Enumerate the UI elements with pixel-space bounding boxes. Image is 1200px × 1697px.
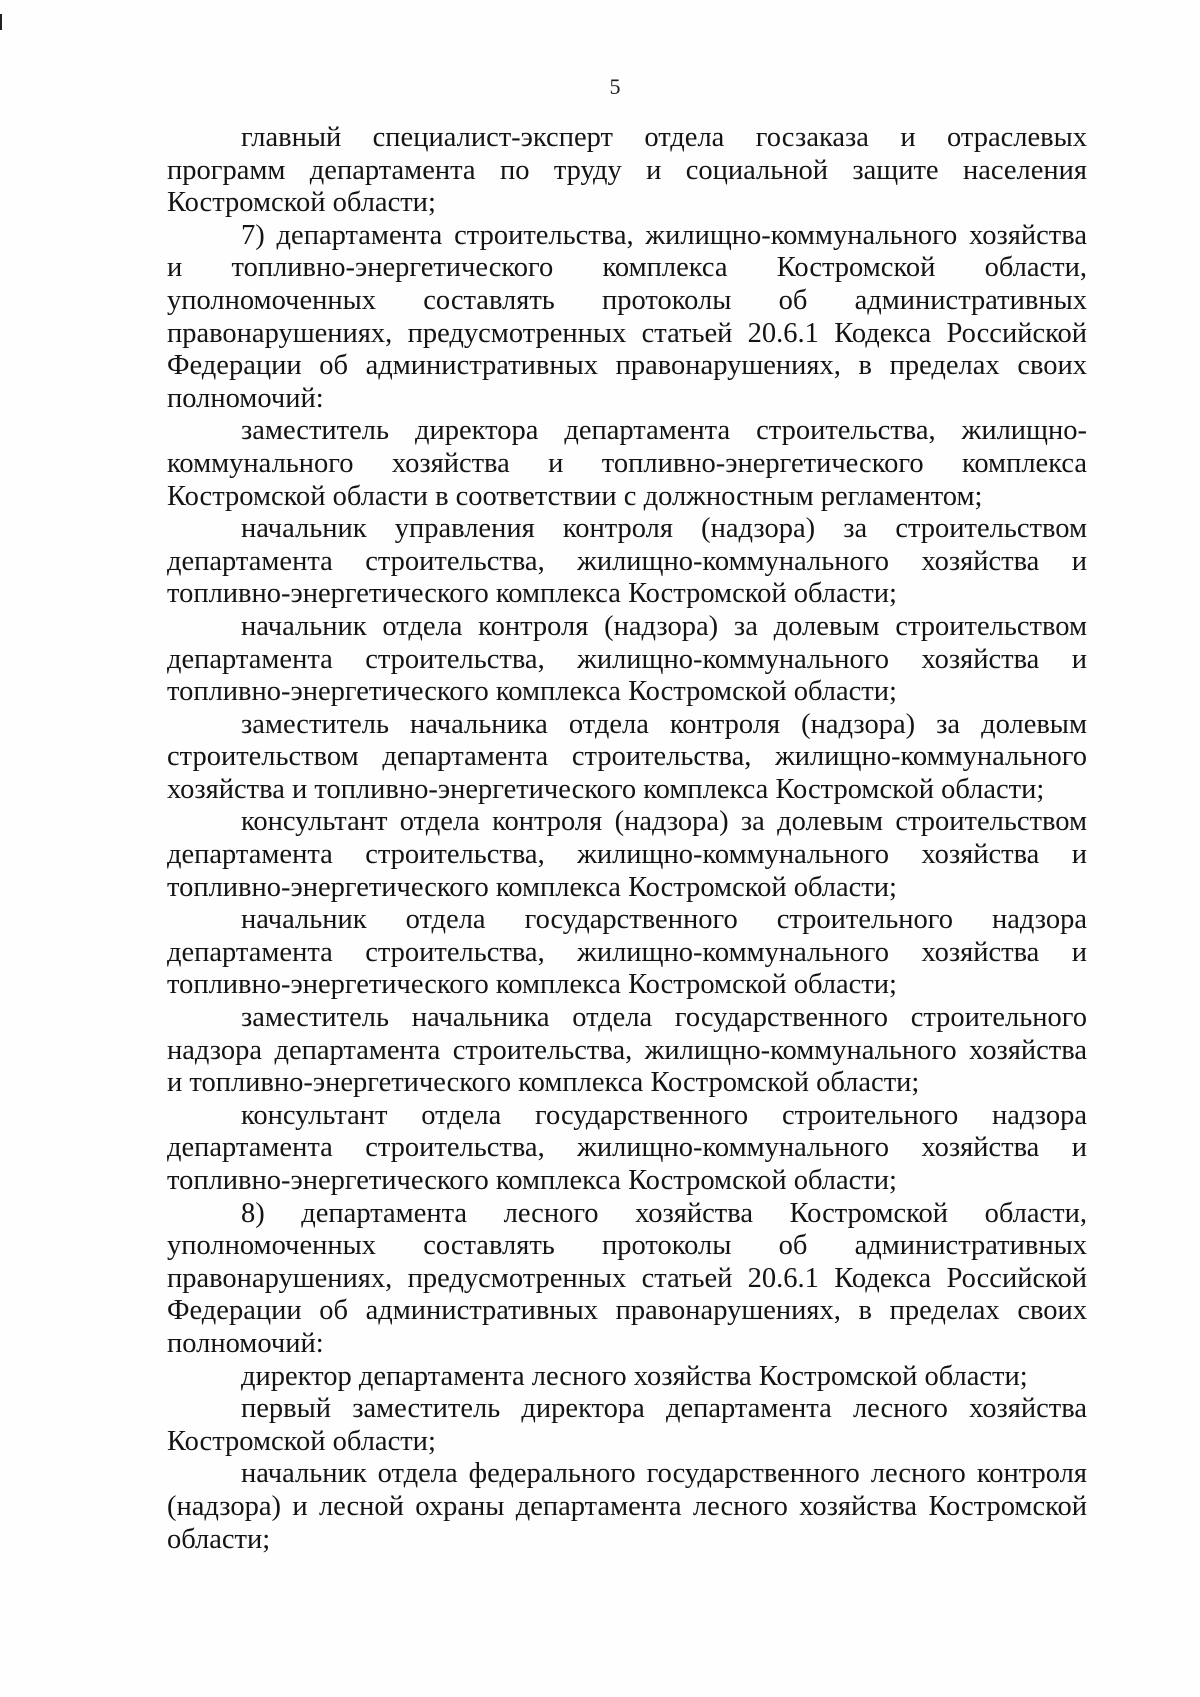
paragraph-deputy-head-state-supervision: заместитель начальника отдела государственного строительного надзора департамента строительства, жилищно-коммунального хозяйства и топливно-энергетического комплекса Костромской области; xyxy=(167,1002,1087,1099)
paragraph-consultant-state-supervision: консультант отдела государственного строительного надзора департамента строительства, жилищно-коммунального хозяйства и топливно-энергетического комплекса Костромской области; xyxy=(167,1099,1087,1196)
page-number: 5 xyxy=(609,74,621,99)
paragraph-deputy-director: заместитель директора департамента строительства, жилищно-коммунального хозяйства и топливно-энергетического комплекса Костромской области в соответствии с должностным регламентом; xyxy=(167,415,1087,512)
paragraph-forestry-director: директор департамента лесного хозяйства Костромской области; xyxy=(241,1360,1028,1392)
paragraph-section-8-heading: 8) департамента лесного хозяйства Костромской области, уполномоченных составлять протоколы об административных правонарушениях, предусмотренных статьей 20.6.1 Кодекса Российской Федерации об административных правонарушениях, в пределах своих полномочий: xyxy=(167,1197,1087,1359)
paragraph-section-7-heading: 7) департамента строительства, жилищно-коммунального хозяйства и топливно-энергетического комплекса Костромской области, уполномоченных составлять протоколы об административных правонарушениях, предусмотренных статьей 20.6.1 Кодекса Российской Федерации об административных правонарушениях, в пределах своих полномочий: xyxy=(167,219,1087,414)
paragraph-forestry-first-deputy: первый заместитель директора департамента лесного хозяйства Костромской области; xyxy=(167,1393,1087,1457)
paragraph-forestry-control-head: начальник отдела федерального государственного лесного контроля (надзора) и лесной охраны департамента лесного хозяйства Костромской области; xyxy=(167,1458,1087,1555)
scan-margin-mark xyxy=(0,14,2,30)
paragraph-deputy-head-shared-construction: заместитель начальника отдела контроля (надзора) за долевым строительством департамента строительства, жилищно-коммунального хозяйства и топливно-энергетического комплекса Костромской области; xyxy=(167,708,1087,805)
paragraph-head-state-supervision: начальник отдела государственного строительного надзора департамента строительства, жилищно-коммунального хозяйства и топливно-энергетического комплекса Костромской области; xyxy=(167,904,1087,1001)
paragraph-head-control-directorate: начальник управления контроля (надзора) за строительством департамента строительства, жилищно-коммунального хозяйства и топливно-энергетического комплекса Костромской области; xyxy=(167,513,1087,610)
paragraph-head-shared-construction: начальник отдела контроля (надзора) за долевым строительством департамента строительства, жилищно-коммунального хозяйства и топливно-энергетического комплекса Костромской области; xyxy=(167,610,1087,708)
document-body xyxy=(167,122,1087,1556)
paragraph-chief-expert: главный специалист-эксперт отдела госзаказа и отраслевых программ департамента по труду и социальной защите населения Костромской области; xyxy=(167,122,1087,219)
paragraph-consultant-shared-construction: консультант отдела контроля (надзора) за долевым строительством департамента строительства, жилищно-коммунального хозяйства и топливно-энергетического комплекса Костромской области; xyxy=(167,806,1087,903)
